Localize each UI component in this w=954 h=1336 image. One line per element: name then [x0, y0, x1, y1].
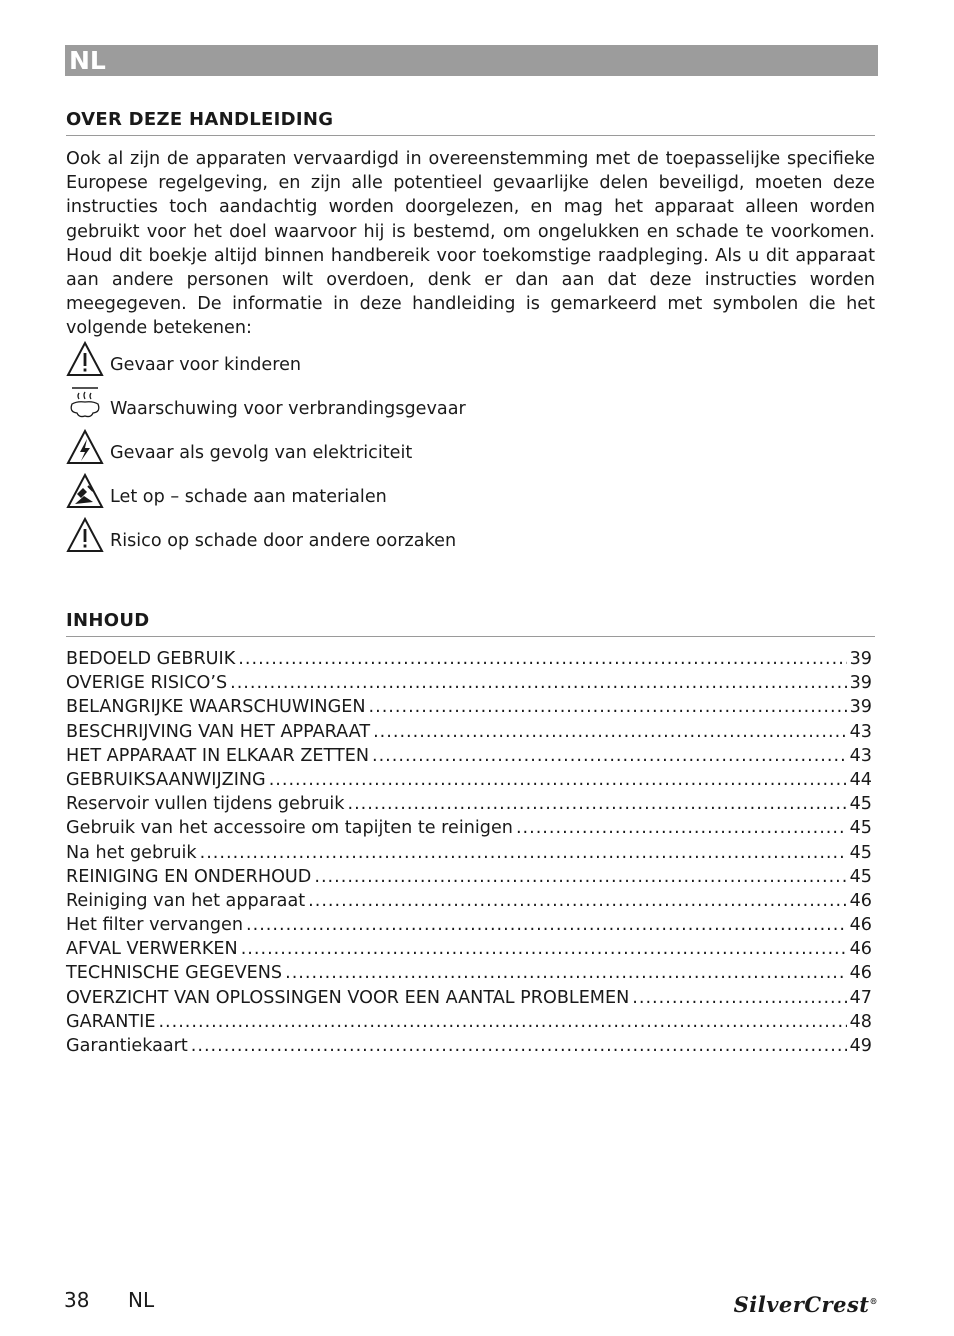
- toc-entry-title: BESCHRIJVING VAN HET APPARAAT: [66, 721, 371, 742]
- toc-entry: [66, 913, 872, 937]
- toc-entry: [66, 768, 872, 792]
- symbol-label: Gevaar voor kinderen: [110, 355, 302, 375]
- section-title-about: OVER DEZE HANDLEIDING: [66, 109, 875, 136]
- toc-entry: [66, 865, 872, 889]
- toc-entry: [66, 841, 872, 865]
- toc-leader-dots: [200, 841, 847, 865]
- toc-leader-dots: [230, 671, 846, 695]
- symbol-label: Gevaar als gevolg van elektriciteit: [110, 443, 413, 463]
- section-title-contents: INHOUD: [66, 610, 875, 637]
- toc-entry-page: 45: [849, 794, 872, 815]
- toc-leader-dots: [269, 768, 847, 792]
- toc-entry-page: 46: [849, 963, 872, 984]
- symbol-legend: [66, 340, 766, 560]
- toc-entry-page: 48: [849, 1011, 872, 1032]
- toc-leader-dots: [632, 986, 846, 1010]
- toc-leader-dots: [246, 913, 847, 937]
- toc-entry-title: HET APPARAAT IN ELKAAR ZETTEN: [66, 745, 369, 766]
- brand-logo: [734, 1288, 878, 1318]
- symbol-row: [66, 472, 766, 516]
- symbol-label: Risico op schade door andere oorzaken: [110, 531, 457, 551]
- toc-entry-title: Reiniging van het apparaat: [66, 890, 306, 911]
- toc-entry-page: 47: [849, 987, 872, 1008]
- language-code: NL: [69, 46, 106, 75]
- toc-entry-title: Reservoir vullen tijdens gebruik: [66, 794, 345, 815]
- toc-leader-dots: [516, 816, 847, 840]
- brand-name: SilverCrest: [733, 1292, 870, 1317]
- toc-entry: [66, 816, 872, 840]
- toc-entry-title: REINIGING EN ONDERHOUD: [66, 866, 312, 887]
- toc-leader-dots: [308, 889, 846, 913]
- page-number: 38: [64, 1288, 90, 1312]
- warning-triangle-icon: [66, 516, 104, 554]
- toc-entry-page: 46: [849, 890, 872, 911]
- material-damage-icon: [66, 472, 104, 510]
- toc-leader-dots: [369, 695, 847, 719]
- toc-leader-dots: [372, 744, 847, 768]
- toc-entry-page: 45: [849, 842, 872, 863]
- toc-entry: [66, 695, 872, 719]
- toc-entry: [66, 1034, 872, 1058]
- toc-entry-page: 39: [849, 649, 872, 669]
- symbol-label: Waarschuwing voor verbrandingsgevaar: [110, 399, 466, 419]
- toc-entry-page: 39: [849, 673, 872, 694]
- toc-entry-title: Gebruik van het accessoire om tapijten te reinigen: [66, 818, 513, 839]
- toc-entry-page: 39: [849, 697, 872, 718]
- toc-entry-page: 45: [849, 818, 872, 839]
- toc-entry: [66, 671, 872, 695]
- toc-entry-title: Het filter vervangen: [66, 915, 244, 936]
- toc-entry-title: AFVAL VERWERKEN: [66, 939, 238, 960]
- toc-entry-title: BEDOELD GEBRUIK: [66, 649, 236, 669]
- toc-entry-title: GEBRUIKSAANWIJZING: [66, 769, 266, 790]
- toc-entry: [66, 986, 872, 1010]
- toc-entry: [66, 720, 872, 744]
- toc-entry: [66, 961, 872, 985]
- language-bar: [65, 45, 878, 76]
- toc-entry-title: TECHNISCHE GEGEVENS: [66, 963, 283, 984]
- hot-surface-icon: [66, 384, 104, 422]
- toc-leader-dots: [373, 720, 847, 744]
- toc-leader-dots: [347, 792, 846, 816]
- toc-entry-page: 49: [849, 1036, 872, 1056]
- toc-entry: [66, 647, 872, 671]
- intro-paragraph: Ook al zijn de apparaten vervaardigd in overeenstemming met de toepasselijke specifieke Europese regelgeving, en zijn alle potentieel gevaarlijke delen beveiligd, moeten deze instructies toch aandachtig worden doorgelezen, en mag het apparaat alleen worden gebruikt voor het doel waarvoor hij is bestemd, om ongelukken en schade te voorkomen. Houd dit boekje altijd binnen handbereik voor toekomstige raadpleging. Als u dit apparaat aan andere personen wilt overdoen, denk er dan aan dat deze instructies worden meegegeven. De informatie in deze handleiding is gemarkeerd met symbolen die het volgende betekenen:: [66, 149, 875, 339]
- toc-entry-page: 43: [849, 721, 872, 742]
- toc-leader-dots: [158, 1010, 846, 1034]
- toc-leader-dots: [241, 937, 847, 961]
- toc-entry-page: 45: [849, 866, 872, 887]
- toc-entry-title: OVERZICHT VAN OPLOSSINGEN VOOR EEN AANTAL PROBLEMEN: [66, 987, 630, 1008]
- symbol-label: Let op – schade aan materialen: [110, 487, 387, 507]
- toc-entry-title: OVERIGE RISICO’S: [66, 673, 228, 694]
- symbol-row: [66, 340, 766, 384]
- toc-entry-title: Garantiekaart: [66, 1036, 188, 1056]
- toc-entry-page: 43: [849, 745, 872, 766]
- table-of-contents: [66, 647, 872, 1058]
- footer-language: NL: [128, 1288, 155, 1312]
- symbol-row: [66, 516, 766, 560]
- warning-triangle-icon: [66, 340, 104, 378]
- toc-leader-dots: [238, 647, 846, 671]
- toc-entry-page: 46: [849, 915, 872, 936]
- toc-entry-title: GARANTIE: [66, 1011, 156, 1032]
- toc-entry-title: BELANGRIJKE WAARSCHUWINGEN: [66, 697, 366, 718]
- toc-entry: [66, 937, 872, 961]
- symbol-row: [66, 428, 766, 472]
- toc-leader-dots: [285, 961, 847, 985]
- toc-entry-title: Na het gebruik: [66, 842, 197, 863]
- electricity-warning-icon: [66, 428, 104, 466]
- toc-leader-dots: [191, 1034, 847, 1058]
- toc-entry: [66, 1010, 872, 1034]
- toc-entry: [66, 889, 872, 913]
- toc-entry: [66, 744, 872, 768]
- toc-entry-page: 44: [849, 769, 872, 790]
- brand-registered-mark: ®: [869, 1296, 878, 1306]
- toc-entry: [66, 792, 872, 816]
- symbol-row: [66, 384, 766, 428]
- toc-leader-dots: [314, 865, 846, 889]
- toc-entry-page: 46: [849, 939, 872, 960]
